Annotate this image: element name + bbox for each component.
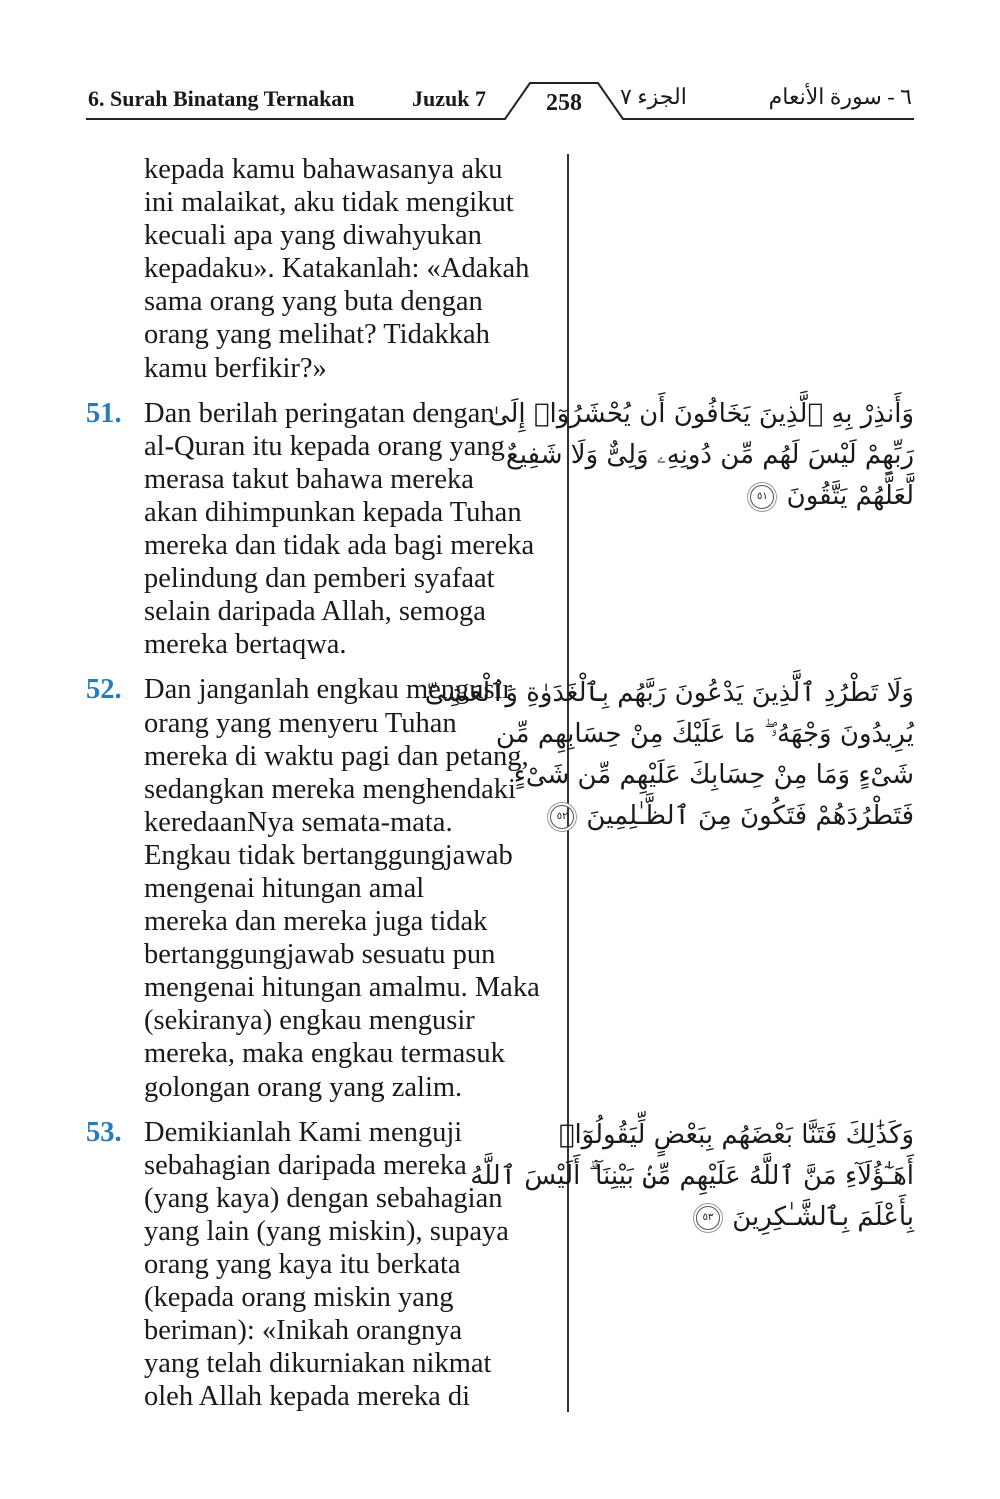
text-line: beriman): «Inikah orangnya — [144, 1315, 463, 1347]
header-surah-arabic: ٦ - سورة الأنعام — [768, 84, 912, 109]
text-line: mereka dan mereka juga tidak — [144, 906, 488, 938]
header-juzuk: Juzuk 7 — [412, 86, 486, 111]
translation-column — [86, 153, 561, 1413]
text-line: mereka di waktu pagi dan petang, — [144, 740, 529, 772]
text-line: mengenai hitungan amal — [144, 872, 425, 904]
ayah-end-marker: ٥٢ — [550, 805, 574, 829]
text-line: mengenai hitungan amalmu. Maka — [144, 972, 540, 1004]
text-line: oleh Allah kepada mereka di — [144, 1381, 471, 1413]
ayah-end-marker: ٥٣ — [696, 1206, 720, 1230]
text-line: ini malaikat, aku tidak mengikut — [144, 187, 514, 219]
text-line: al-Quran itu kepada orang yang — [144, 430, 505, 462]
arabic-line: وَكَذَٰلِكَ فَتَنَّا بَعْضَهُم بِبَعْضٍ لِّيَقُولُوٓا۟ — [558, 1120, 914, 1150]
text-line: kepadaku». Katakanlah: «Adakah — [144, 253, 530, 285]
text-line: (kepada orang miskin yang — [144, 1282, 454, 1314]
text-line: kepada kamu bahawasanya aku — [144, 154, 503, 185]
text-line: keredaanNya semata-mata. — [144, 806, 453, 838]
text-line: yang lain (yang miskin), supaya — [144, 1215, 509, 1247]
arabic-line: أَهَـٰٓؤُلَآءِ مَنَّ ٱللَّهُ عَلَيْهِم مِّنۢ بَيْنِنَآ ۗ أَلَيْسَ ٱللَّهُ — [470, 1161, 914, 1191]
verse-53-arabic — [470, 1115, 914, 1238]
text-line: (sekiranya) engkau mengusir — [144, 1005, 475, 1037]
text-line: bertanggungjawab sesuatu pun — [144, 939, 496, 971]
arabic-line: يُرِيدُونَ وَجْهَهُۥ ۖ مَا عَلَيْكَ مِنْ حِسَابِهِم مِّن — [495, 719, 914, 749]
text-line: sama orang yang buta dengan — [144, 286, 483, 318]
text-line: (yang kaya) dengan sebahagian — [144, 1182, 503, 1214]
text-line: sedangkan mereka menghendaki — [144, 773, 516, 805]
text-line: Dan janganlah engkau mengusir — [144, 674, 513, 706]
text-line: kamu berfikir?» — [144, 352, 327, 384]
verse-number: 53. — [86, 1116, 122, 1148]
ayah-end-marker: ٥١ — [750, 485, 774, 509]
arabic-line — [584, 476, 914, 517]
verse-text — [144, 397, 561, 662]
text-line: merasa takut bahawa mereka — [144, 463, 474, 495]
arabic-line — [584, 1197, 914, 1238]
text-line: Demikianlah Kami menguji — [144, 1116, 463, 1148]
verse-52-translation — [86, 673, 561, 1103]
arabic-line: رَبِّهِمْ لَيْسَ لَهُم مِّن دُونِهِۦ وَلِىٌّ وَلَا شَفِيعٌ — [505, 440, 914, 470]
text-line: mereka dan tidak ada bagi mereka — [144, 530, 535, 562]
text-line: pelindung dan pemberi syafaat — [144, 563, 495, 595]
text-line: kecuali apa yang diwahyukan — [144, 220, 482, 252]
arabic-line — [556, 796, 914, 837]
text-line: yang telah dikurniakan nikmat — [144, 1348, 492, 1380]
text-line: mereka, maka engkau termasuk — [144, 1038, 505, 1070]
arabic-line: وَلَا تَطْرُدِ ٱلَّذِينَ يَدْعُونَ رَبَّهُم بِٱلْغَدَوٰةِ وَٱلْعَشِىِّ — [424, 678, 914, 708]
text-line: mereka bertaqwa. — [144, 629, 347, 661]
header-rule — [0, 0, 1000, 130]
text-line: selain daripada Allah, semoga — [144, 596, 486, 628]
text-line: sebahagian daripada mereka — [144, 1149, 467, 1181]
text-line: akan dihimpunkan kepada Tuhan — [144, 496, 522, 528]
continuation-text — [86, 153, 561, 385]
arabic-text: بِأَعْلَمَ بِٱلشَّـٰكِرِينَ — [732, 1202, 914, 1232]
text-line: orang yang melihat? Tidakkah — [144, 319, 490, 351]
text-line: orang yang kaya itu berkata — [144, 1249, 461, 1280]
text-line: golongan orang yang zalim. — [144, 1071, 463, 1103]
arabic-text: فَتَطْرُدَهُمْ فَتَكُونَ مِنَ ٱلظَّـٰلِمِينَ — [586, 801, 914, 831]
verse-number: 52. — [86, 674, 122, 706]
arabic-line: شَىْءٍ وَمَا مِنْ حِسَابِكَ عَلَيْهِم مِّن شَىْءٍ — [513, 760, 914, 790]
page-number: 258 — [546, 90, 582, 116]
verse-51-arabic — [488, 394, 914, 517]
text-line: Engkau tidak bertanggungjawab — [144, 839, 513, 871]
header-juz-arabic: الجزء ٧ — [620, 84, 687, 109]
verse-51-translation — [86, 397, 561, 662]
verse-number: 51. — [86, 397, 122, 429]
header-surah-title: 6. Surah Binatang Ternakan — [88, 86, 355, 111]
verse-52-arabic — [424, 673, 914, 837]
text-line: orang yang menyeru Tuhan — [144, 707, 457, 739]
text-line: Dan berilah peringatan dengan — [144, 397, 495, 429]
arabic-text: لَّعَلَّهُمْ يَتَّقُونَ — [786, 481, 914, 511]
arabic-line: وَأَنذِرْ بِهِ ٱلَّذِينَ يَخَافُونَ أَن يُحْشَرُوٓا۟ إِلَىٰ — [488, 399, 914, 429]
